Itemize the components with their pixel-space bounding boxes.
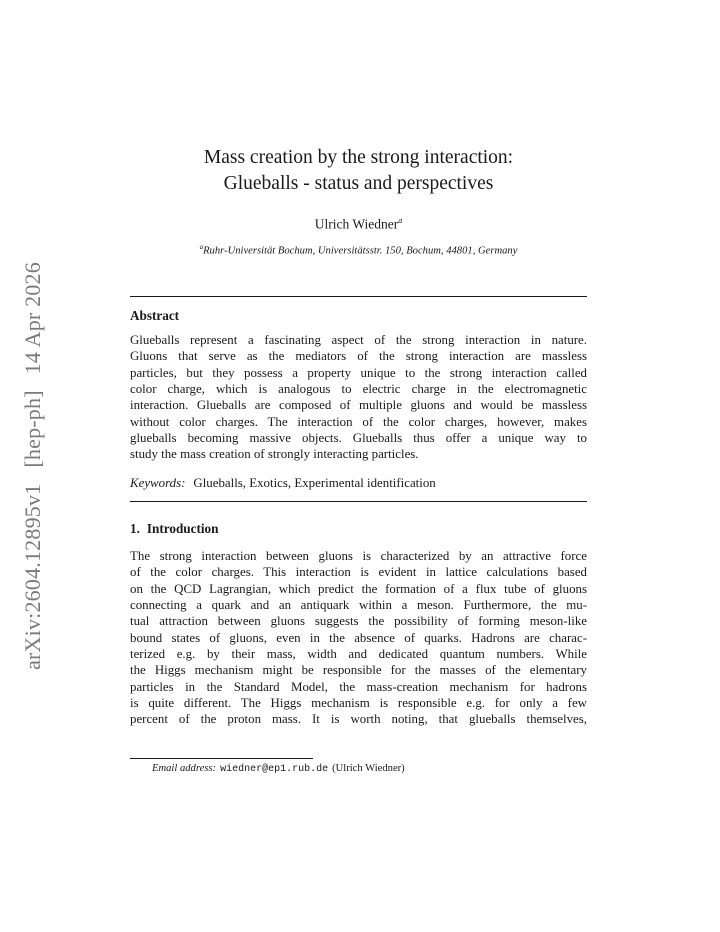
body-line: bound states of gluons, even in the absence of quarks. Hadrons are charac- (130, 630, 587, 645)
abstract-line: without color charges. The interaction of the color charges, however, makes (130, 414, 587, 429)
abstract-line: particles, but they possess a property unique to the strong interaction called (130, 365, 587, 380)
title-line-1: Mass creation by the strong interaction: (203, 147, 514, 168)
abstract-top-rule (130, 296, 587, 297)
author-block (130, 212, 587, 234)
author-affil-mark: a (398, 216, 403, 225)
abstract-bottom-rule (130, 501, 587, 502)
abstract-line: glueballs becoming massive objects. Glueballs thus offer a unique way to (130, 431, 587, 446)
body-line: is quite different. The Higgs mechanism is responsible e.g. for only a few (130, 696, 587, 711)
body-line: percent of the proton mass. It is worth noting, that glueballs themselves, (130, 712, 587, 727)
footnote-rule (130, 758, 313, 759)
abstract-line: interaction. Glueballs are composed of multiple gluons and would be massless (130, 398, 587, 413)
section-number: 1. (130, 521, 140, 536)
keywords-label: Keywords: (130, 476, 186, 490)
keywords-text: Glueballs, Exotics, Experimental identification (193, 476, 436, 490)
abstract-body (130, 332, 587, 463)
abstract-line: color charge, which is analogous to electric charge in the electromagnetic (130, 382, 587, 397)
affiliation-text: Ruhr-Universität Bochum, Universitätsstr. 150, Bochum, 44801, Germany (203, 245, 518, 257)
footnote-label: Email address: (152, 763, 217, 774)
abstract-line: Glueballs represent a fascinating aspect of the strong interaction in nature. (130, 333, 587, 347)
body-line: The strong interaction between gluons is characterized by an attractive force (130, 549, 587, 563)
body-line: tual attraction between gluons suggests the possibility of forming meson-like (130, 614, 587, 629)
author-name: Ulrich Wiedner (314, 216, 399, 232)
paper-title (130, 145, 587, 197)
body-line: the Higgs mechanism might be responsible for the masses of the elementary (130, 663, 587, 678)
abstract-heading: Abstract (130, 308, 180, 323)
section-title: Introduction (146, 521, 219, 536)
footnote (152, 762, 405, 777)
body-line: on the QCD Lagrangian, which predict the formation of a flux tube of gluons (130, 581, 587, 596)
title-line-2: Glueballs - status and perspectives (223, 173, 494, 194)
keywords (130, 475, 436, 492)
email-link[interactable]: wiedner@ep1.rub.de (220, 764, 329, 775)
introduction-body (130, 548, 587, 728)
body-line: connecting a quark and an antiquark within a meson. Furthermore, the mu- (130, 598, 587, 613)
section-heading (130, 520, 218, 537)
arxiv-category: [hep-ph] (20, 390, 45, 468)
abstract-line: study the mass creation of strongly interacting particles. (130, 447, 419, 462)
arxiv-id: arXiv:2604.12895v1 (20, 483, 45, 670)
body-line: particles in the Standard Model, the mass-creation mechanism for hadrons (130, 679, 587, 694)
affiliation-mark: a (199, 243, 204, 251)
arxiv-date: 14 Apr 2026 (20, 262, 45, 375)
affiliation (130, 240, 587, 259)
arxiv-sidebar-stamp (20, 262, 46, 670)
abstract-line: Gluons that serve as the mediators of the strong interaction are massless (130, 349, 587, 364)
footnote-name: (Ulrich Wiedner) (332, 763, 405, 774)
body-line: of the color charges. This interaction is evident in lattice calculations based (130, 565, 587, 580)
body-line: terized e.g. by their mass, width and dedicated quantum numbers. While (130, 647, 587, 662)
